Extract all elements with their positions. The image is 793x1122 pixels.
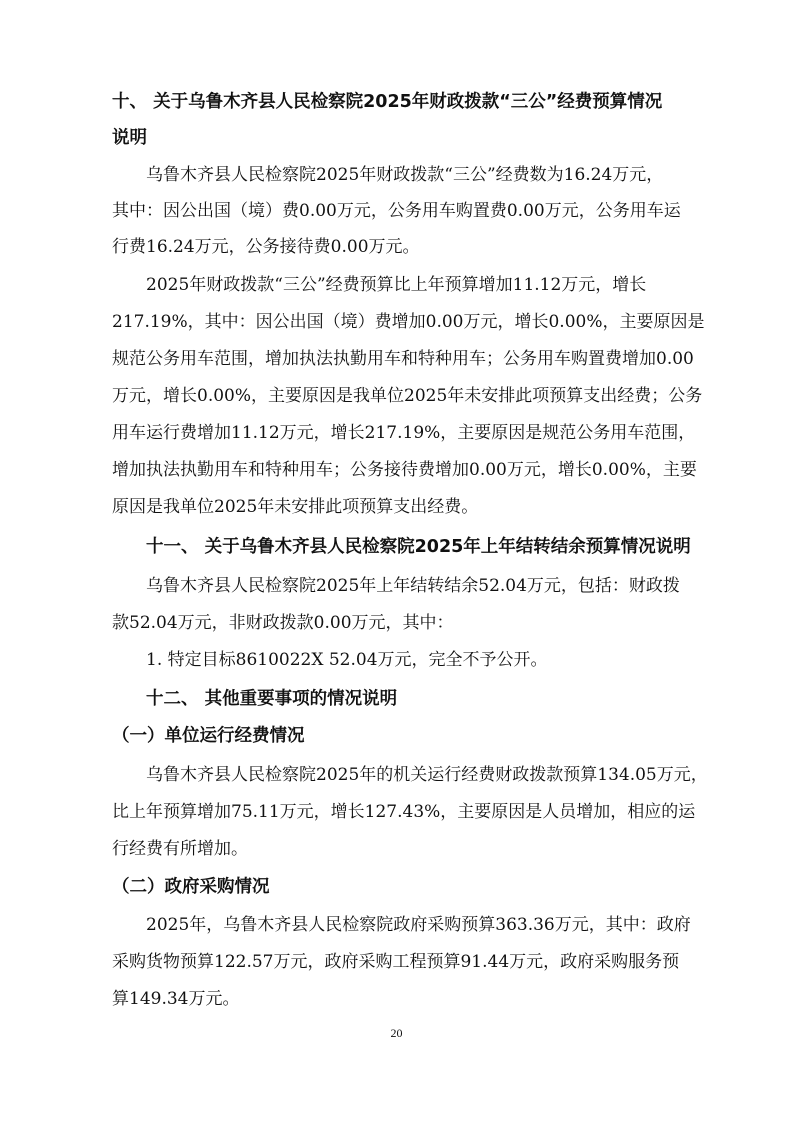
section-10-p2-line: 规范公务用车范围，增加执法执勤用车和特种用车；公务用车购置费增加0.00 bbox=[112, 349, 694, 369]
section-10-p2-line: 增加执法执勤用车和特种用车；公务接待费增加0.00万元，增长0.00%，主要 bbox=[112, 460, 697, 480]
section-11-p1-line: 乌鲁木齐县人民检察院2025年上年结转结余52.04万元，包括：财政拨 bbox=[146, 576, 680, 596]
section-10-p1-line: 其中：因公出国（境）费0.00万元，公务用车购置费0.00万元，公务用车运 bbox=[112, 201, 681, 221]
section-12-sub-2-line: 2025年，乌鲁木齐县人民检察院政府采购预算363.36万元，其中：政府 bbox=[146, 915, 691, 935]
section-12-sub-1-line: 乌鲁木齐县人民检察院2025年的机关运行经费财政拨款预算134.05万元， bbox=[146, 765, 708, 785]
section-12-sub-1-line: 行经费有所增加。 bbox=[112, 839, 248, 859]
section-11-item-1: 1. 特定目标8610022X 52.04万元，完全不予公开。 bbox=[146, 650, 548, 670]
section-10-p2-line: 217.19%，其中：因公出国（境）费增加0.00万元，增长0.00%，主要原因是 bbox=[112, 312, 705, 332]
section-10-heading-line-2: 说明 bbox=[112, 128, 147, 148]
section-10-p2-line: 原因是我单位2025年未安排此项预算支出经费。 bbox=[112, 497, 479, 517]
section-12-sub-2-heading: （二）政府采购情况 bbox=[112, 877, 270, 897]
section-10-p1-line: 乌鲁木齐县人民检察院2025年财政拨款“三公”经费数为16.24万元， bbox=[146, 165, 664, 185]
section-10-heading-line-1: 十、 关于乌鲁木齐县人民检察院2025年财政拨款“三公”经费预算情况 bbox=[112, 92, 663, 112]
page-number: 20 bbox=[390, 1026, 403, 1040]
section-12-sub-2-line: 采购货物预算122.57万元，政府采购工程预算91.44万元，政府采购服务预 bbox=[112, 952, 680, 972]
section-10-p2-line: 用车运行费增加11.12万元，增长217.19%，主要原因是规范公务用车范围， bbox=[112, 423, 696, 443]
section-11-p1-line: 款52.04万元，非财政拨款0.00万元，其中： bbox=[112, 613, 454, 633]
section-12-sub-1-line: 比上年预算增加75.11万元，增长127.43%，主要原因是人员增加，相应的运 bbox=[112, 802, 696, 822]
section-11-heading: 十一、 关于乌鲁木齐县人民检察院2025年上年结转结余预算情况说明 bbox=[146, 537, 691, 557]
section-10-p2-line: 万元，增长0.00%，主要原因是我单位2025年未安排此项预算支出经费；公务 bbox=[112, 386, 703, 406]
section-12-heading: 十二、 其他重要事项的情况说明 bbox=[146, 689, 398, 709]
section-12-sub-2-line: 算149.34万元。 bbox=[112, 989, 240, 1009]
section-10-p1-line: 行费16.24万元，公务接待费0.00万元。 bbox=[112, 237, 420, 257]
section-10-p2-line: 2025年财政拨款“三公”经费预算比上年预算增加11.12万元，增长 bbox=[146, 275, 647, 295]
section-12-sub-1-heading: （一）单位运行经费情况 bbox=[112, 726, 305, 746]
